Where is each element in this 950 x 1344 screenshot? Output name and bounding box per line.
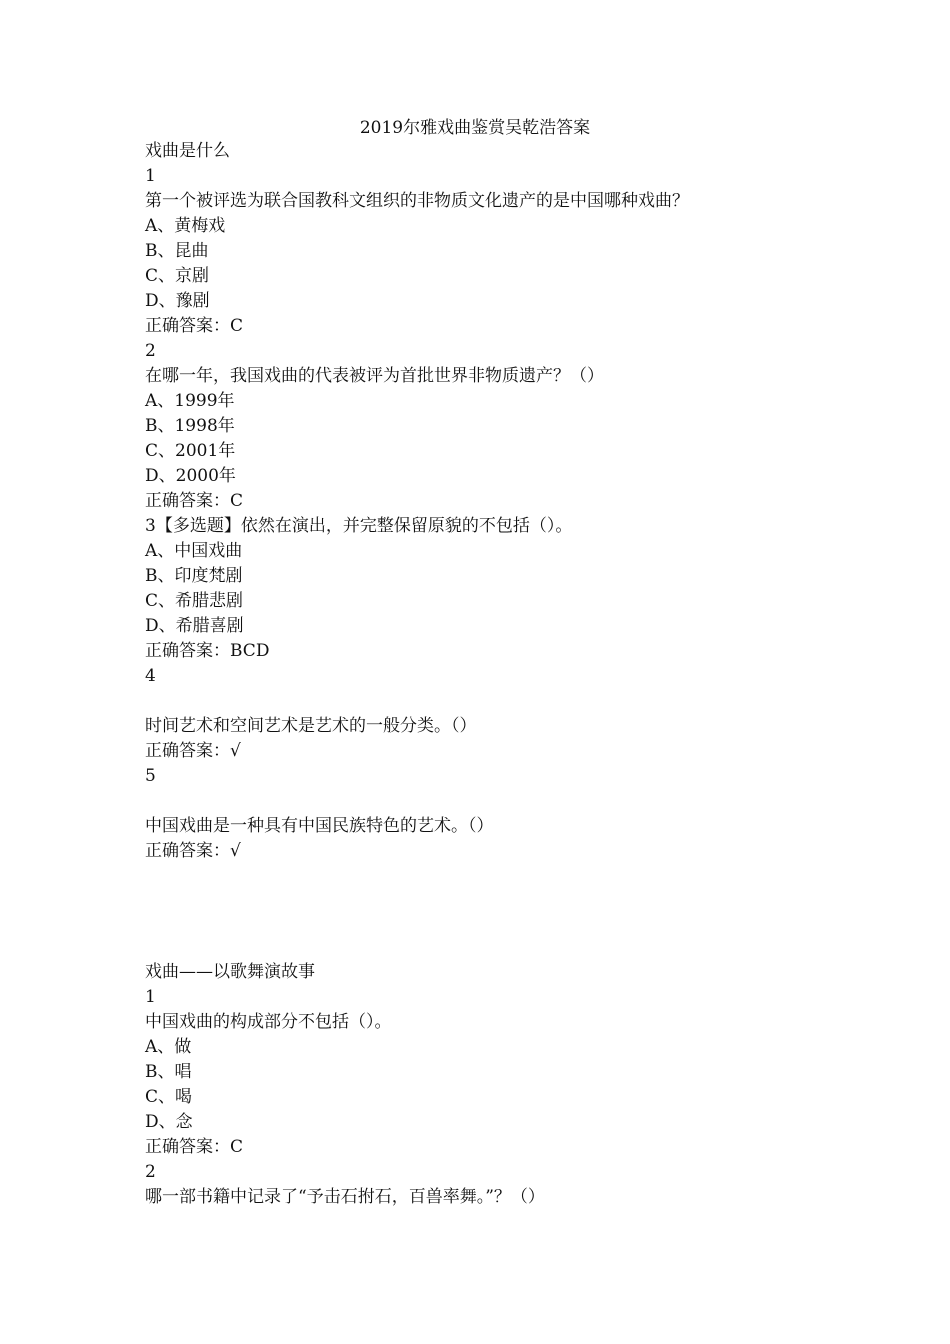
option-b: B、1998年 — [145, 416, 235, 436]
question-number: 1 — [145, 166, 156, 186]
section-heading: 戏曲是什么 — [145, 141, 230, 161]
question-number: 2 — [145, 1162, 156, 1182]
option-c: C、喝 — [145, 1087, 193, 1107]
blank-line — [145, 789, 845, 814]
question-text: 中国戏曲的构成部分不包括（）。 — [145, 1012, 392, 1032]
correct-answer: 正确答案：C — [145, 316, 244, 336]
option-c: C、京剧 — [145, 266, 210, 286]
question-text: 在哪一年，我国戏曲的代表被评为首批世界非物质遗产？（） — [145, 366, 604, 386]
question-text: 【多选题】依然在演出，并完整保留原貌的不包括（）。 — [155, 516, 573, 536]
option-d: D、2000年 — [145, 466, 236, 486]
option-c: C、希腊悲剧 — [145, 591, 244, 611]
correct-answer: 正确答案：√ — [145, 841, 241, 861]
section-opera-song-dance — [145, 960, 845, 1210]
correct-answer: 正确答案：C — [145, 491, 244, 511]
question-number: 5 — [145, 766, 156, 786]
blank-line — [145, 689, 845, 714]
option-d: D、豫剧 — [145, 291, 210, 311]
correct-answer: 正确答案：C — [145, 1137, 244, 1157]
option-a: A、做 — [145, 1037, 192, 1057]
question-line — [145, 514, 845, 539]
option-a: A、黄梅戏 — [145, 216, 226, 236]
section-opera-what — [145, 139, 845, 864]
option-b: B、昆曲 — [145, 241, 209, 261]
question-text: 第一个被评选为联合国教科文组织的非物质文化遗产的是中国哪种戏曲？ — [145, 191, 689, 211]
section-heading: 戏曲——以歌舞演故事 — [145, 962, 315, 982]
question-text: 时间艺术和空间艺术是艺术的一般分类。（） — [145, 716, 477, 736]
option-b: B、唱 — [145, 1062, 192, 1082]
correct-answer: 正确答案：√ — [145, 741, 241, 761]
question-number: 4 — [145, 666, 156, 686]
option-d: D、希腊喜剧 — [145, 616, 244, 636]
question-number: 3 — [145, 516, 156, 536]
question-text: 中国戏曲是一种具有中国民族特色的艺术。（） — [145, 816, 494, 836]
option-c: C、2001年 — [145, 441, 236, 461]
option-d: D、念 — [145, 1112, 193, 1132]
option-b: B、印度梵剧 — [145, 566, 243, 586]
question-number: 1 — [145, 987, 156, 1007]
correct-answer: 正确答案：BCD — [145, 641, 270, 661]
option-a: A、1999年 — [145, 391, 235, 411]
question-text: 哪一部书籍中记录了“予击石拊石，百兽率舞。”？（） — [145, 1187, 545, 1207]
option-a: A、中国戏曲 — [145, 541, 243, 561]
question-number: 2 — [145, 341, 156, 361]
document-title: 2019尔雅戏曲鉴赏吴乾浩答案 — [359, 118, 591, 138]
